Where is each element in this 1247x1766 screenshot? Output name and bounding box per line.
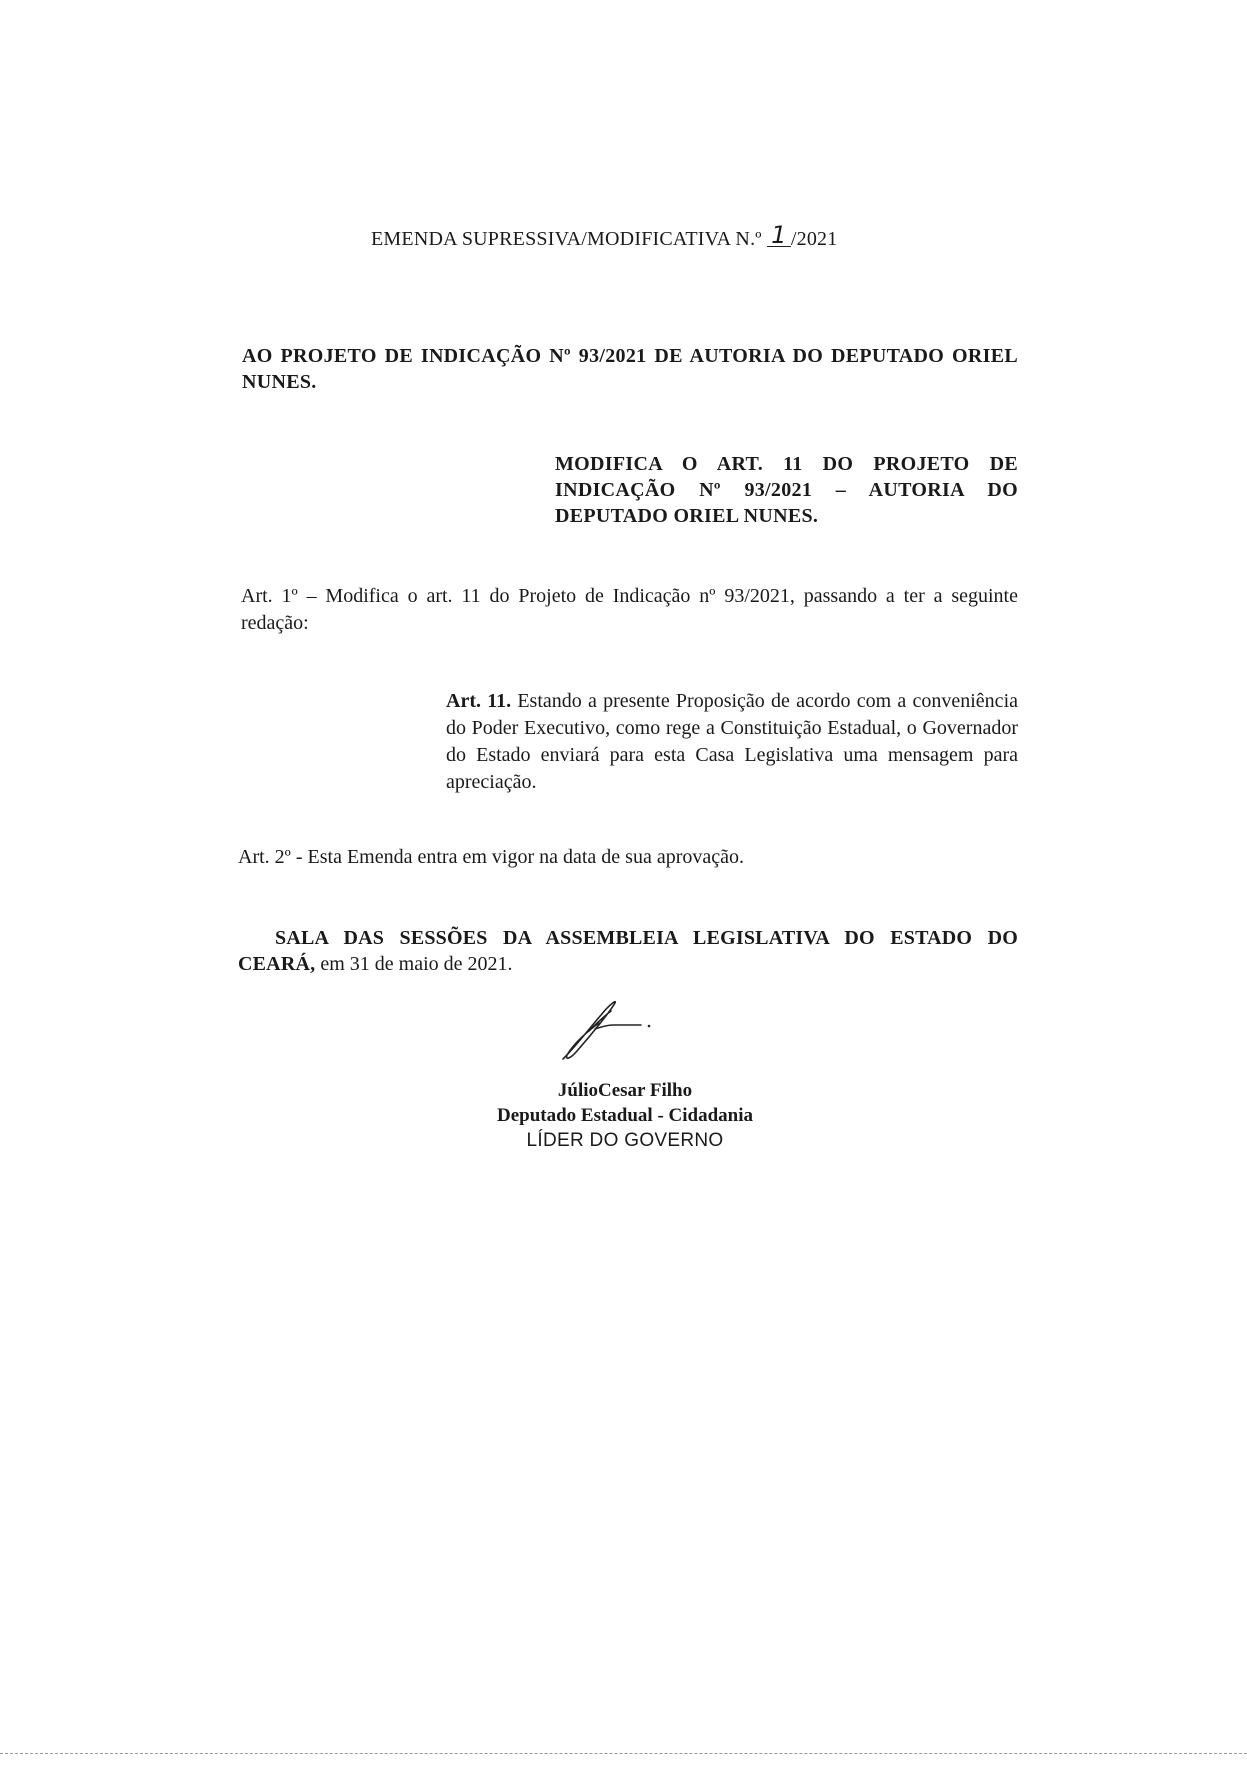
article-2: Art. 2º - Esta Emenda entra em vigor na data de sua aprovação.	[238, 846, 744, 868]
project-heading: AO PROJETO DE INDICAÇÃO Nº 93/2021 DE AUTORIA DO DEPUTADO ORIEL NUNES.	[242, 345, 1018, 393]
amendment-number: 1	[767, 224, 791, 247]
handwritten-signature	[555, 995, 665, 1065]
quoted-article-11	[446, 688, 1018, 796]
document-title	[371, 221, 838, 251]
page-bottom-divider	[0, 1753, 1247, 1754]
quoted-article-text: Estando a presente Proposição de acordo com a conveniência do Poder Executivo, como rege a Constituição Estadual, o Governador do Estado enviará para esta Casa Legislativa uma mensagem para apreciação.	[446, 690, 1018, 793]
quoted-article-label: Art. 11.	[446, 690, 512, 712]
article-1: Art. 1º – Modifica o art. 11 do Projeto de Indicação nº 93/2021, passando a ter a seguinte redação:	[241, 585, 1018, 634]
title-prefix: EMENDA SUPRESSIVA/MODIFICATIVA N.º	[371, 228, 762, 250]
ementa: MODIFICA O ART. 11 DO PROJETO DE INDICAÇÃO Nº 93/2021 – AUTORIA DO DEPUTADO ORIEL NUNES.	[555, 453, 1018, 527]
session-room-bold: SALA DAS SESSÕES DA ASSEMBLEIA LEGISLATIVA DO ESTADO DO CEARÁ,	[238, 927, 1018, 975]
title-year: /2021	[790, 228, 838, 250]
signatory-position: LÍDER DO GOVERNO	[526, 1130, 724, 1151]
signatory-role: Deputado Estadual - Cidadania	[496, 1105, 754, 1126]
signature-block	[430, 1078, 820, 1153]
signatory-name: JúlioCesar Filho	[557, 1080, 693, 1101]
session-room-date: em 31 de maio de 2021.	[315, 953, 513, 975]
session-room-statement	[238, 925, 1018, 977]
